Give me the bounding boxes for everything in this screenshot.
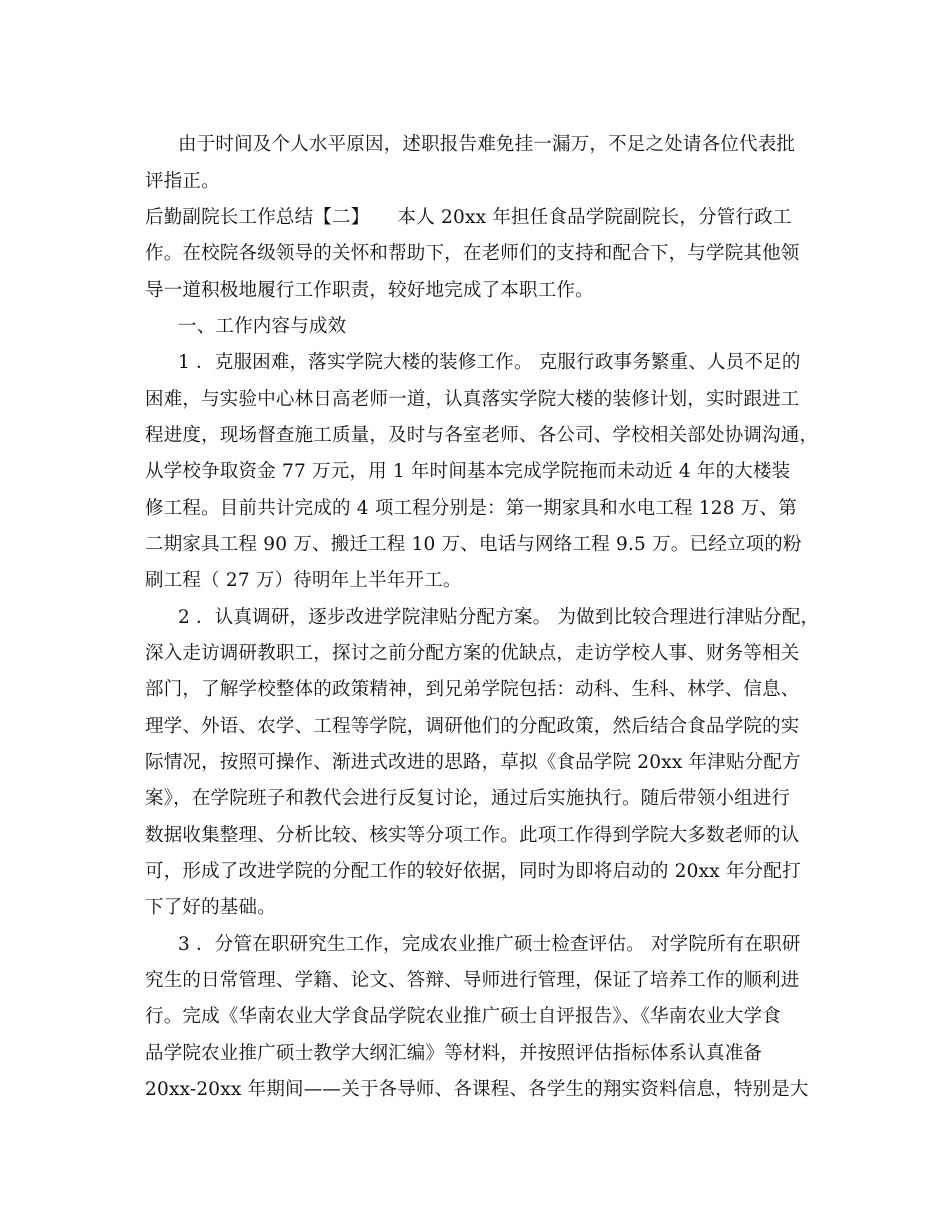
paragraph-line: 评指正。 bbox=[145, 171, 220, 192]
paragraph-line: 2 ．认真调研，逐步改进学院津贴分配方案。 为做到比较合理进行津贴分配， bbox=[178, 607, 820, 628]
paragraph-line: 部门，了解学校整体的政策精神，到兄弟学院包括：动科、生科、林学、信息、 bbox=[145, 679, 800, 700]
paragraph-line: 二期家具工程 90 万、搬迁工程 10 万、电话与网络工程 9.5 万。已经立项的粉 bbox=[145, 534, 802, 555]
paragraph-line: 下了好的基础。 bbox=[145, 897, 276, 918]
paragraph-line: 从学校争取资金 77 万元，用 1 年时间基本完成学院拖而未动近 4 年的大楼装 bbox=[145, 461, 791, 482]
paragraph-line: 导一道积极地履行工作职责，较好地完成了本职工作。 bbox=[145, 280, 594, 301]
paragraph-line: 1 ．克服困难，落实学院大楼的装修工作。 克服行政事务繁重、人员不足的 bbox=[178, 352, 801, 373]
paragraph-line: 刷工程（ 27 万）待明年上半年开工。 bbox=[145, 570, 462, 591]
section-heading-line: 后勤副院长工作总结【二】 本人 20xx 年担任食品学院副院长，分管行政工 bbox=[145, 207, 792, 228]
paragraph-line: 深入走访调研教职工，探讨之前分配方案的优缺点，走访学校人事、财务等相关 bbox=[145, 643, 800, 664]
paragraph-line: 20xx-20xx 年期间——关于各导师、各课程、各学生的翔实资料信息，特别是大 bbox=[145, 1079, 809, 1100]
paragraph-line: 作。在校院各级领导的关怀和帮助下，在老师们的支持和配合下，与学院其他领 bbox=[145, 243, 800, 264]
paragraph-line: 修工程。目前共计完成的 4 项工程分别是：第一期家具和水电工程 128 万、第 bbox=[145, 498, 797, 519]
paragraph-line: 品学院农业推广硕士教学大纲汇编》等材料，并按照评估指标体系认真准备 bbox=[145, 1043, 763, 1064]
paragraph-line: 理学、外语、农学、工程等学院，调研他们的分配政策，然后结合食品学院的实 bbox=[145, 716, 800, 737]
paragraph-line: 行。完成《华南农业大学食品学院农业推广硕士自评报告》、《华南农业大学食 bbox=[145, 1006, 782, 1027]
paragraph-line: 困难，与实验中心林日高老师一道，认真落实学院大楼的装修计划，实时跟进工 bbox=[145, 389, 800, 410]
paragraph-line: 究生的日常管理、学籍、论文、答辩、导师进行管理，保证了培养工作的顺利进 bbox=[145, 970, 800, 991]
paragraph-line: 案》，在学院班子和教代会进行反复讨论，通过后实施执行。随后带领小组进行 bbox=[145, 788, 791, 809]
paragraph-line: 3 ．分管在职研究生工作，完成农业推广硕士检查评估。 对学院所有在职研 bbox=[178, 934, 801, 955]
paragraph-line: 际情况，按照可操作、渐进式改进的思路，草拟《食品学院 20xx 年津贴分配方 bbox=[145, 752, 801, 773]
paragraph-line: 可，形成了改进学院的分配工作的较好依据，同时为即将启动的 20xx 年分配打 bbox=[145, 861, 801, 882]
subsection-heading: 一、工作内容与成效 bbox=[178, 316, 347, 337]
paragraph-line: 由于时间及个人水平原因，述职报告难免挂一漏万，不足之处请各位代表批 bbox=[178, 134, 796, 155]
paragraph-line: 程进度，现场督查施工质量，及时与各室老师、各公司、学校相关部处协调沟通， bbox=[145, 425, 819, 446]
paragraph-line: 数据收集整理、分析比较、核实等分项工作。此项工作得到学院大多数老师的认 bbox=[145, 825, 800, 846]
